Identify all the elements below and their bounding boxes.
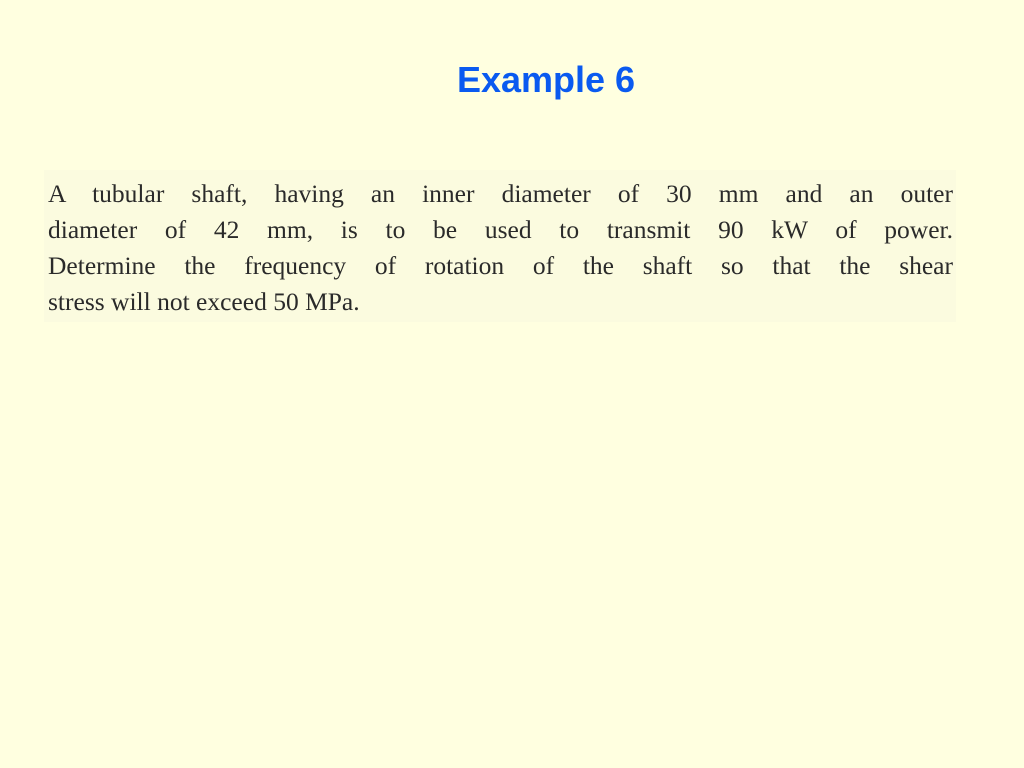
- problem-line-4: stress will not exceed 50 MPa.: [48, 287, 360, 316]
- slide-title: Example 6: [456, 59, 636, 100]
- problem-line-2: diameter of 42 mm, is to be used to transmit 90 kW of power.: [48, 215, 953, 244]
- problem-line-1: A tubular shaft, having an inner diameter of 30 mm and an outer: [48, 179, 953, 208]
- problem-statement: [44, 170, 956, 322]
- problem-line-3: Determine the frequency of rotation of the shaft so that the shear: [48, 251, 953, 280]
